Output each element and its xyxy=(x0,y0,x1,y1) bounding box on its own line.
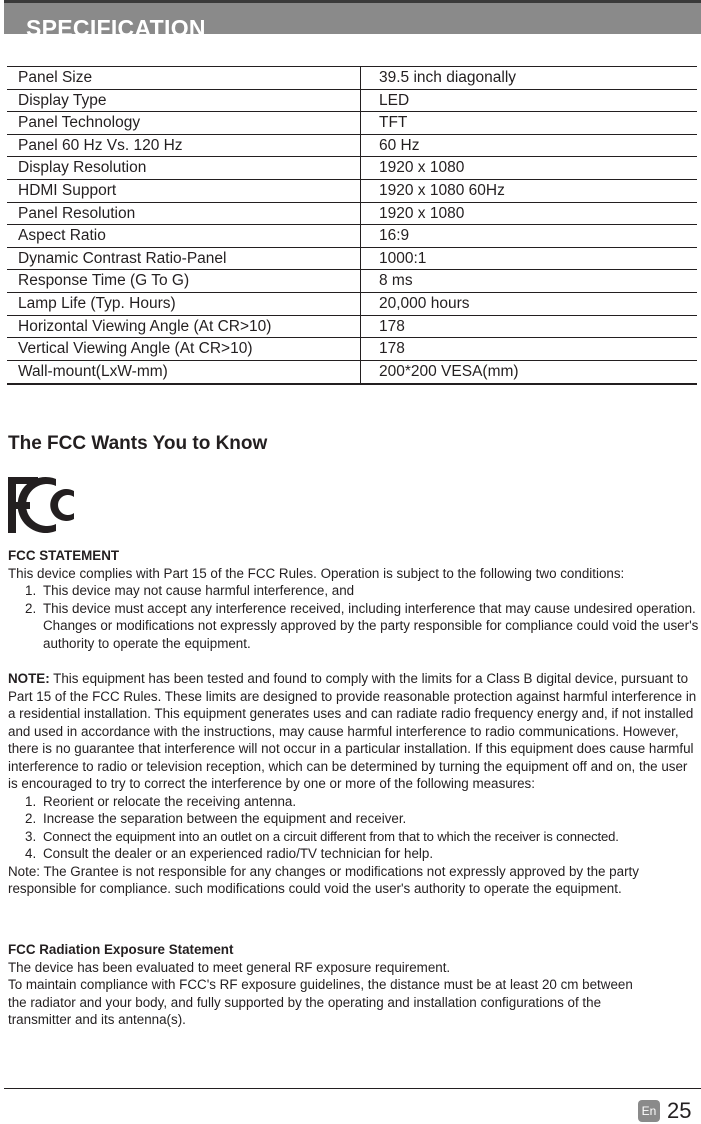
fcc-statement-title: FCC STATEMENT xyxy=(8,548,120,563)
table-row xyxy=(7,67,697,90)
radiation-title: FCC Radiation Exposure Statement xyxy=(8,942,234,957)
column-divider xyxy=(360,270,361,292)
fcc-statement xyxy=(8,547,700,652)
language-badge: En xyxy=(638,1100,660,1122)
page-title: SPECIFICATION xyxy=(26,15,206,41)
spec-value: 1920 x 1080 60Hz xyxy=(379,181,505,199)
spec-value: 200*200 VESA(mm) xyxy=(379,362,519,380)
column-divider xyxy=(360,157,361,179)
column-divider xyxy=(360,112,361,134)
table-row xyxy=(7,112,697,135)
spec-label: Lamp Life (Typ. Hours) xyxy=(18,294,176,312)
column-divider xyxy=(360,361,361,384)
table-row xyxy=(7,248,697,271)
spec-value: 8 ms xyxy=(379,272,413,290)
measures-list xyxy=(8,793,700,863)
table-row xyxy=(7,135,697,158)
table-row xyxy=(7,157,697,180)
fcc-heading: The FCC Wants You to Know xyxy=(8,433,268,454)
column-divider xyxy=(360,67,361,89)
spec-label: HDMI Support xyxy=(18,181,117,199)
column-divider xyxy=(360,135,361,157)
list-item: 1. Reorient or relocate the receiving antenna. xyxy=(25,793,297,809)
column-divider xyxy=(360,248,361,270)
table-row xyxy=(7,270,697,293)
column-divider xyxy=(360,180,361,202)
list-item: 1. This device may not cause harmful interference, and xyxy=(25,583,355,598)
table-row xyxy=(7,225,697,248)
table-row xyxy=(7,316,697,339)
radiation-line-2: To maintain compliance with FCC's RF exposure guidelines, the distance must be at least 20 cm between the radiator and your body, and fully supported by the operating and installation configurations of the transmitter and its antenna(s). xyxy=(8,977,633,1027)
table-row xyxy=(7,293,697,316)
spec-table xyxy=(7,66,697,385)
grantee-note: Note: The Grantee is not responsible for any changes or modifications not expressly approved by the party responsible for compliance. such modifications could void the user's authority to operate the equipment. xyxy=(8,863,639,896)
conditions-list xyxy=(8,582,700,652)
spec-value: 60 Hz xyxy=(379,136,420,154)
radiation-line-1: The device has been evaluated to meet general RF exposure requirement. xyxy=(8,959,451,975)
spec-value: 1920 x 1080 xyxy=(379,204,465,222)
list-item: 3. Connect the equipment into an outlet on a circuit different from that to which the receiver is connected. xyxy=(25,828,619,844)
spec-value: LED xyxy=(379,91,410,109)
column-divider xyxy=(360,203,361,225)
spec-value: 178 xyxy=(379,317,405,335)
radiation-statement xyxy=(8,941,648,1029)
spec-value: 20,000 hours xyxy=(379,294,470,312)
fcc-statement-intro: This device complies with Part 15 of the FCC Rules. Operation is subject to the following two conditions: xyxy=(8,565,625,581)
spec-label: Display Type xyxy=(18,91,107,109)
column-divider xyxy=(360,225,361,247)
header-bar xyxy=(4,0,701,41)
spec-label: Vertical Viewing Angle (At CR>10) xyxy=(18,340,253,358)
note-paragraph: NOTE: This equipment has been tested and found to comply with the limits for a Class B digital device, pursuant to Part 15 of the FCC Rules. These limits are designed to provide reasonable protection against harmful interference in a residential installation. This equipment generates uses and can radiate radio frequency energy and, if not installed and used in accordance with the instructions, may cause harmful interference to radio communications. However, there is no guarantee that interference will not occur in a particular installation. If this equipment does cause harmful interference to radio or television reception, which can be determined by turning the equipment off and on, the user is encouraged to try to correct the interference by one or more of the following measures: xyxy=(8,671,697,791)
spec-label: Panel Technology xyxy=(18,114,141,132)
spec-label: Dynamic Contrast Ratio-Panel xyxy=(18,249,227,267)
spec-label: Panel Resolution xyxy=(18,204,136,222)
table-row xyxy=(7,90,697,113)
spec-label: Wall-mount(LxW-mm) xyxy=(18,362,168,380)
spec-label: Panel Size xyxy=(18,69,93,86)
spec-label: Display Resolution xyxy=(18,159,147,177)
list-item: 4. Consult the dealer or an experienced radio/TV technician for help. xyxy=(25,846,434,861)
column-divider xyxy=(360,338,361,360)
spec-value: TFT xyxy=(379,114,408,132)
column-divider xyxy=(360,316,361,338)
spec-value: 16:9 xyxy=(379,227,410,245)
column-divider xyxy=(360,293,361,315)
spec-label: Horizontal Viewing Angle (At CR>10) xyxy=(18,317,272,335)
page-number: 25 xyxy=(667,1098,692,1123)
spec-value: 1920 x 1080 xyxy=(379,159,465,177)
spec-value: 39.5 inch diagonally xyxy=(379,69,517,86)
table-row xyxy=(7,180,697,203)
footer-divider xyxy=(4,1088,701,1089)
spec-label: Panel 60 Hz Vs. 120 Hz xyxy=(18,136,183,154)
fcc-logo-icon xyxy=(8,475,78,535)
list-item: 2. This device must accept any interference received, including interference that may cause undesired operation. Changes or modifications not expressly approved by the party responsible for compliance could void the user's authority to operate the equipment. xyxy=(25,600,699,651)
spec-value: 178 xyxy=(379,340,405,358)
fcc-note xyxy=(8,670,700,898)
column-divider xyxy=(360,90,361,112)
table-row xyxy=(7,361,697,384)
table-row xyxy=(7,203,697,226)
table-row xyxy=(7,338,697,361)
list-item: 2. Increase the separation between the equipment and receiver. xyxy=(25,811,407,826)
spec-value: 1000:1 xyxy=(379,249,427,267)
spec-label: Aspect Ratio xyxy=(18,227,106,245)
spec-label: Response Time (G To G) xyxy=(18,272,190,290)
